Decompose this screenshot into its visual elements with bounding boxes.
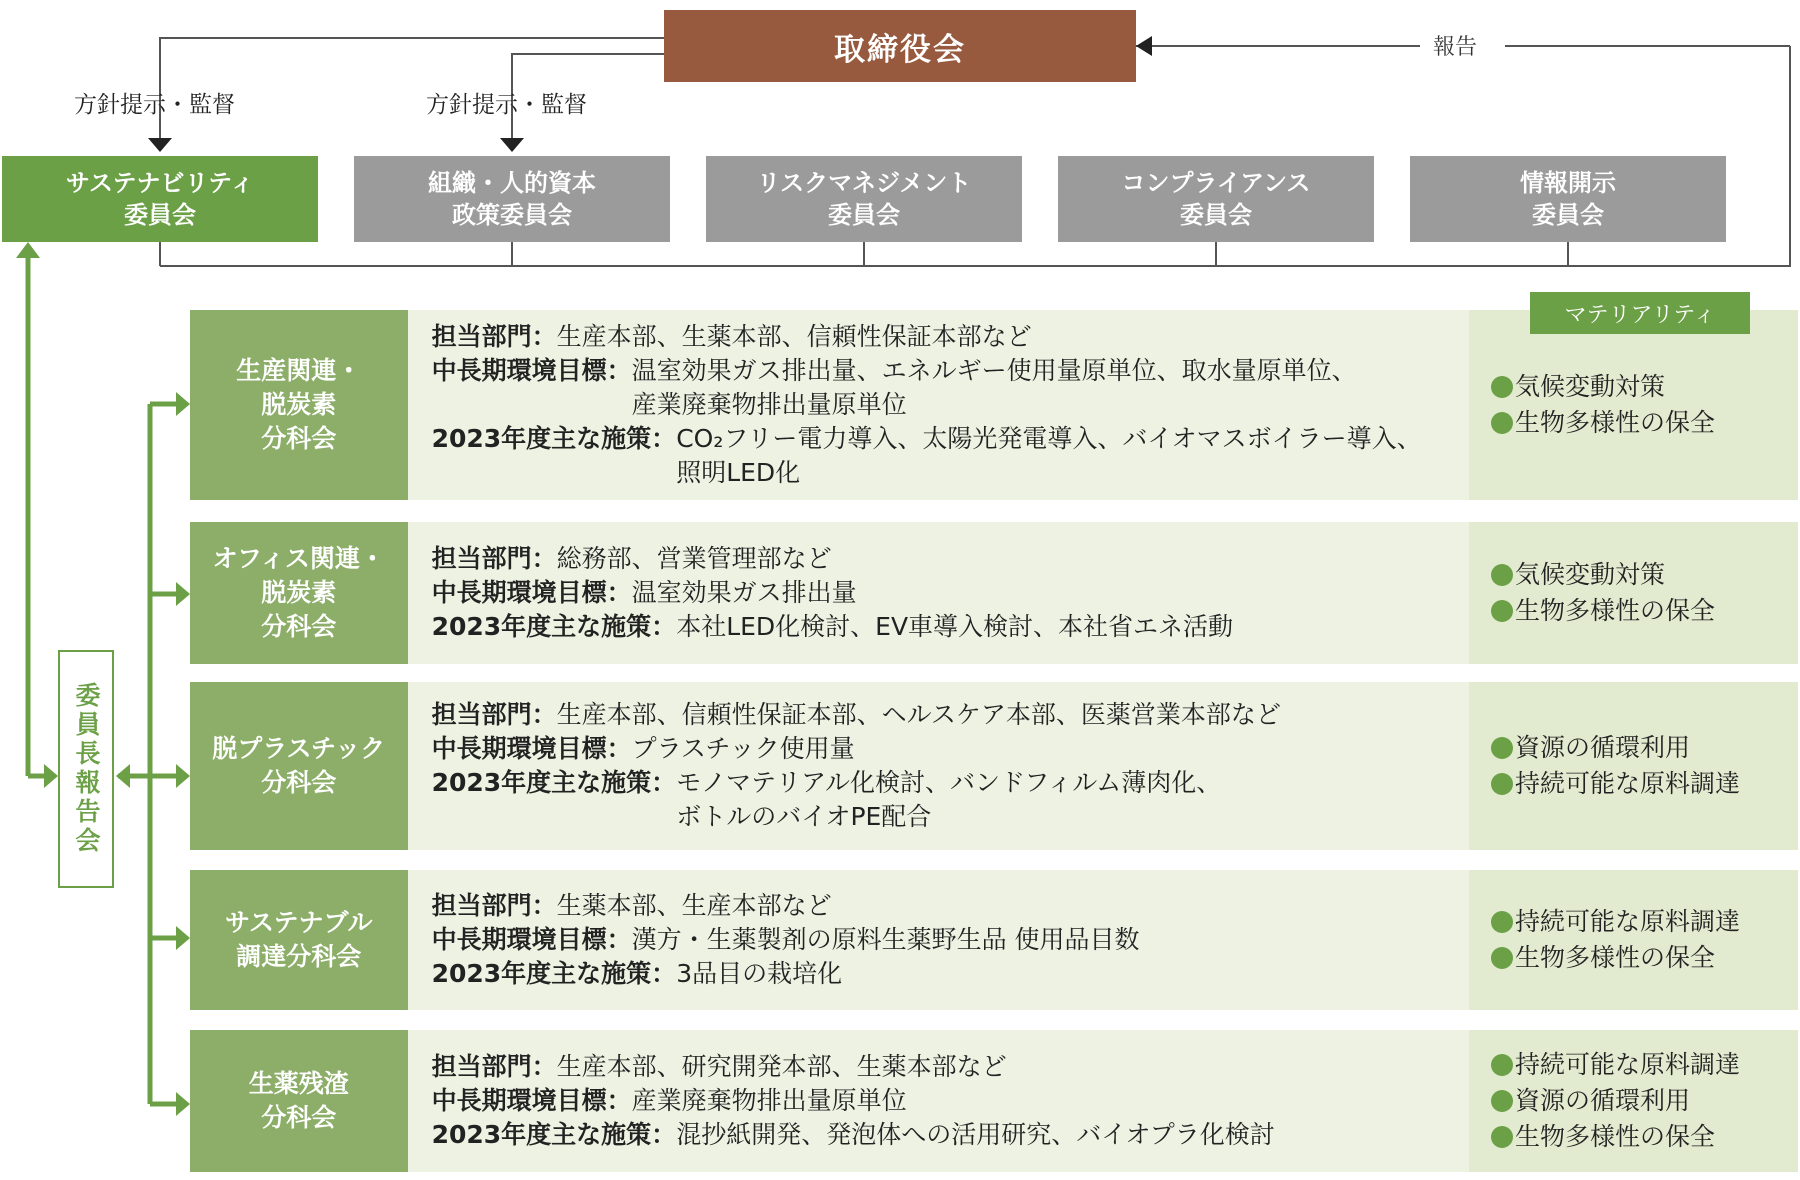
materiality-label: 生物多様性の保全 (1515, 943, 1716, 972)
measures-value: モノマテリアル化検討、バンドフィルム薄肉化、 ボトルのバイオPE配合 (676, 768, 1222, 831)
subcommittee-name-line: 脱炭素 (261, 390, 337, 419)
dept-key: 担当部門： (431, 700, 557, 729)
arrow-down-icon (500, 138, 524, 152)
committee-label: 組織・人的資本 (428, 169, 596, 197)
subcommittee-name-line: 生産関連・ (236, 356, 362, 385)
target-key: 中長期環境目標： (431, 356, 632, 385)
subcommittee-detail (408, 682, 1469, 850)
measures-key: 2023年度主な施策： (431, 768, 677, 797)
bullet-icon (1491, 564, 1513, 586)
bullet-icon (1491, 376, 1513, 398)
subcommittee-detail (408, 870, 1469, 1010)
arrow-left-icon (1136, 36, 1152, 56)
target-key: 中長期環境目標： (431, 925, 632, 954)
dept-key: 担当部門： (431, 322, 557, 351)
committee-label: 委員会 (828, 201, 900, 229)
subcommittee-name (190, 310, 408, 500)
arrow-right-icon (44, 764, 58, 788)
arrow-down-icon (148, 138, 172, 152)
subcommittee-name (190, 522, 408, 664)
subcommittee-name-line: 分科会 (261, 768, 337, 797)
committee-label: 委員会 (1180, 201, 1252, 229)
target-value: 温室効果ガス排出量 (631, 578, 857, 607)
bullet-icon (1491, 1126, 1513, 1148)
bullet-icon (1491, 1090, 1513, 1112)
subcommittee-name (190, 870, 408, 1010)
committee-risk (706, 156, 1022, 242)
materiality-label: 気候変動対策 (1515, 372, 1666, 401)
target-value: 産業廃棄物排出量原単位 (631, 1086, 907, 1115)
target-value: 温室効果ガス排出量、エネルギー使用量原単位、取水量原単位、 産業廃棄物排出量原単位 (631, 356, 1357, 419)
materiality-item (1491, 766, 1798, 802)
subcommittee-name-line: 分科会 (261, 612, 337, 641)
policy-label: 方針提示・監督 (426, 92, 587, 118)
measures-value: 本社LED化検討、EV車導入検討、本社省エネ活動 (676, 612, 1234, 641)
materiality-item (1491, 593, 1798, 629)
dept-key: 担当部門： (431, 891, 557, 920)
arrow-up-icon (16, 242, 40, 258)
materiality-item (1491, 557, 1798, 593)
target-key: 中長期環境目標： (431, 578, 632, 607)
subcommittee-name (190, 682, 408, 850)
materiality-label: 持続可能な原料調達 (1515, 907, 1741, 936)
committee-compliance (1058, 156, 1374, 242)
measures-key: 2023年度主な施策： (431, 959, 677, 988)
materiality-item (1491, 730, 1798, 766)
bullet-icon (1491, 600, 1513, 622)
materiality-cell (1469, 522, 1798, 664)
materiality-item (1491, 904, 1798, 940)
committee-disclosure (1410, 156, 1726, 242)
subcommittee-name-line: 脱炭素 (261, 578, 337, 607)
materiality-label: 生物多様性の保全 (1515, 408, 1716, 437)
subcommittee-row (190, 522, 1798, 664)
subcommittee-name-line: 生薬残渣 (248, 1069, 349, 1098)
materiality-cell (1469, 870, 1798, 1010)
dept-key: 担当部門： (431, 544, 557, 573)
subcommittee-name-line: 分科会 (261, 1103, 337, 1132)
dept-value: 生産本部、信頼性保証本部、ヘルスケア本部、医薬営業本部など (556, 700, 1281, 729)
subcommittee-name (190, 1030, 408, 1172)
committee-label: コンプライアンス (1121, 169, 1311, 197)
arrow-right-icon (176, 764, 190, 788)
measures-value: 混抄紙開発、発泡体への活用研究、バイオプラ化検討 (676, 1120, 1275, 1149)
committee-human-capital (354, 156, 670, 242)
measures-key: 2023年度主な施策： (431, 1120, 677, 1149)
report-label: 報告 (1425, 30, 1485, 61)
bullet-icon (1491, 1054, 1513, 1076)
target-value: 漢方・生薬製剤の原料生薬野生品 使用品目数 (631, 925, 1140, 954)
subcommittee-name-line: 調達分科会 (236, 942, 362, 971)
materiality-item (1491, 369, 1798, 405)
subcommittee-detail (408, 522, 1469, 664)
materiality-item (1491, 1119, 1798, 1155)
materiality-label: 持続可能な原料調達 (1515, 1050, 1741, 1079)
subcommittee-detail (408, 1030, 1469, 1172)
subcommittee-row (190, 870, 1798, 1010)
materiality-label: 生物多様性の保全 (1515, 1122, 1716, 1151)
subcommittee-detail (408, 310, 1469, 500)
subcommittee-name-line: サステナブル (225, 908, 373, 937)
measures-key: 2023年度主な施策： (431, 424, 677, 453)
materiality-label: 資源の循環利用 (1515, 1086, 1691, 1115)
arrow-right-icon (176, 582, 190, 606)
bullet-icon (1491, 911, 1513, 933)
materiality-cell (1469, 682, 1798, 850)
dept-key: 担当部門： (431, 1052, 557, 1081)
subcommittee-row (190, 310, 1798, 500)
materiality-label: 生物多様性の保全 (1515, 596, 1716, 625)
dept-value: 生産本部、生薬本部、信頼性保証本部など (556, 322, 1032, 351)
subcommittee-name-line: オフィス関連・ (212, 544, 385, 573)
committee-label: 情報開示 (1520, 169, 1616, 197)
bullet-icon (1491, 412, 1513, 434)
bullet-icon (1491, 947, 1513, 969)
target-key: 中長期環境目標： (431, 734, 632, 763)
materiality-item (1491, 405, 1798, 441)
committee-label: 政策委員会 (452, 201, 572, 229)
committee-label: サステナビリティ (65, 169, 255, 197)
arrow-right-icon (176, 926, 190, 950)
dept-value: 総務部、営業管理部など (556, 544, 832, 573)
committee-label: 委員会 (1532, 201, 1604, 229)
chair-report-meeting: 委員長報告会 (58, 650, 114, 888)
bullet-icon (1491, 773, 1513, 795)
materiality-label: 気候変動対策 (1515, 560, 1666, 589)
board-of-directors: 取締役会 (664, 10, 1136, 82)
arrow-right-icon (176, 1092, 190, 1116)
bullet-icon (1491, 737, 1513, 759)
materiality-label: 持続可能な原料調達 (1515, 769, 1741, 798)
dept-value: 生薬本部、生産本部など (556, 891, 832, 920)
materiality-item (1491, 1047, 1798, 1083)
measures-value: 3品目の栽培化 (676, 959, 843, 988)
measures-value: CO₂フリー電力導入、太陽光発電導入、バイオマスボイラー導入、 照明LED化 (676, 424, 1422, 487)
materiality-cell (1469, 1030, 1798, 1172)
subcommittee-name-line: 分科会 (261, 424, 337, 453)
dept-value: 生産本部、研究開発本部、生薬本部など (556, 1052, 1007, 1081)
policy-label: 方針提示・監督 (74, 92, 235, 118)
subcommittee-row (190, 1030, 1798, 1172)
committee-label: 委員会 (124, 201, 196, 229)
arrow-left-icon (116, 764, 130, 788)
materiality-header: マテリアリティ (1530, 292, 1750, 334)
materiality-item (1491, 940, 1798, 976)
measures-key: 2023年度主な施策： (431, 612, 677, 641)
subcommittee-row (190, 682, 1798, 850)
materiality-item (1491, 1083, 1798, 1119)
subcommittee-name-line: 脱プラスチック (212, 734, 386, 763)
target-value: プラスチック使用量 (631, 734, 855, 763)
arrow-right-icon (176, 392, 190, 416)
committee-sustainability (2, 156, 318, 242)
materiality-cell (1469, 310, 1798, 500)
committee-label: リスクマネジメント (756, 169, 972, 197)
materiality-label: 資源の循環利用 (1515, 733, 1691, 762)
target-key: 中長期環境目標： (431, 1086, 632, 1115)
